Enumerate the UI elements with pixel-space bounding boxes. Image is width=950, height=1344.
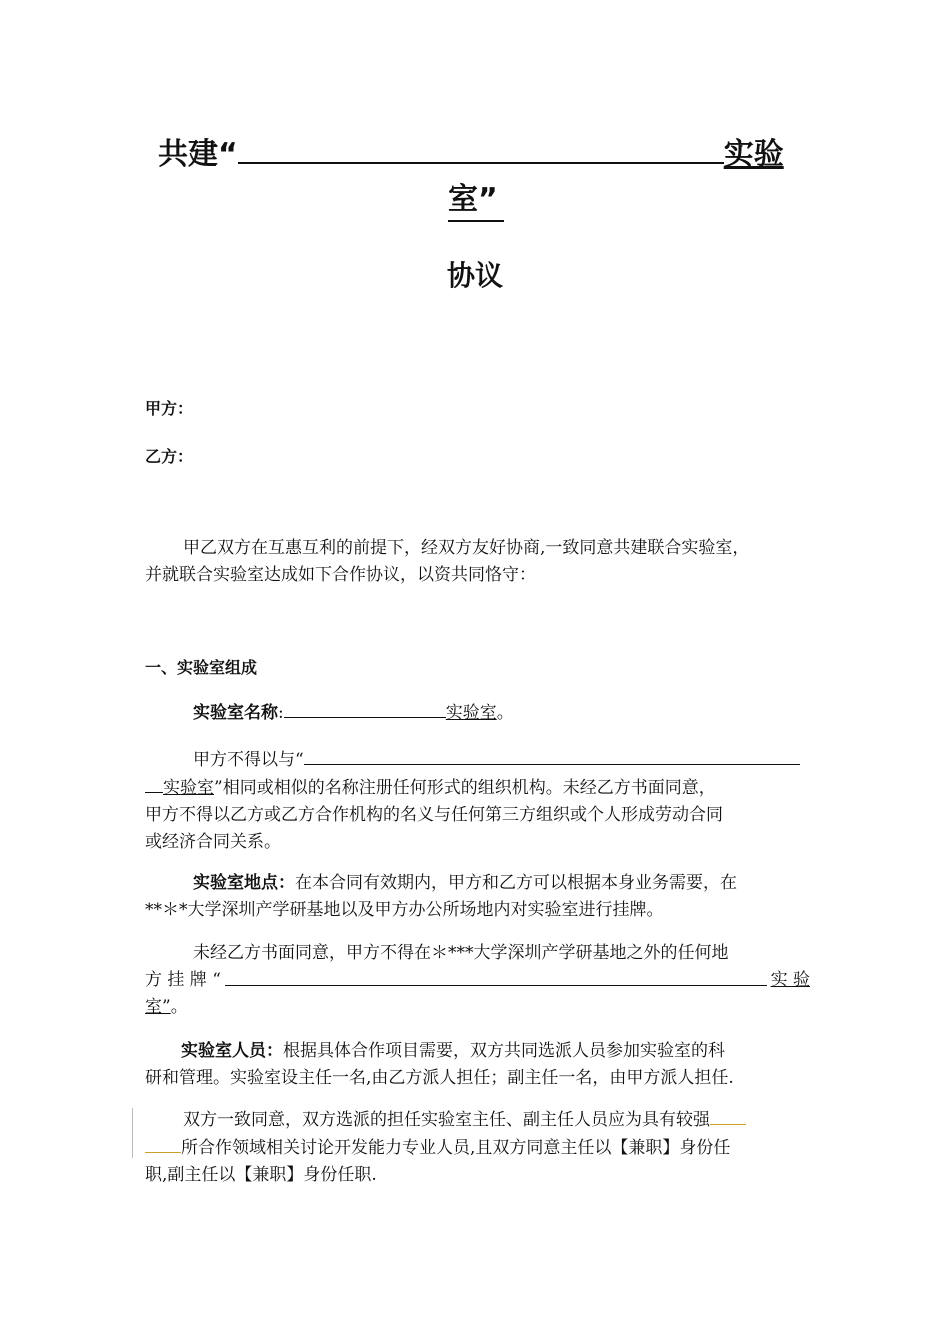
lab-name-text: 实验室 [445,703,497,723]
section-heading: 一、实验室组成 [145,658,258,677]
p4-blank [225,967,767,986]
lab-location-label: 实验室地点： [193,873,295,893]
title-agreement: 协议 [446,259,503,292]
loc-line2: **＊*大学深圳产学研基地以及甲方办公所场地内对实验室进行挂牌。 [145,900,664,920]
p2-line3: 甲方不得以乙方或乙方合作机构的名义与任何第三方组织或个人形成劳动合同 [145,805,723,825]
lab-name-paragraph [145,699,810,727]
intro-paragraph [145,535,810,589]
p4-line3: 室” [145,997,171,1017]
p6-line2: 所合作领域相关讨论开发能力专业人员,且双方同意主任以【兼职】身份任 [181,1138,731,1158]
p2-line2: ”相同或相似的名称注册任何形式的组织机构。未经乙方书面同意， [214,778,716,798]
title-line-2: 室” [448,180,504,222]
party-b-label: 乙方： [145,447,194,466]
staff-line1: 根据具体合作项目需要，双方共同选派人员参加实验室的科 [283,1041,725,1061]
p4-line1: 未经乙方书面同意，甲方不得在＊***大学深圳产学研基地之外的任何地 [193,943,729,963]
lab-name-blank [284,699,446,718]
loc-line1: 在本合同有效期内，甲方和乙方可以根据本身业务需要，在 [295,873,737,893]
p2-blank [304,746,800,765]
p6-blank-2 [145,1134,181,1153]
revision-marker [132,1108,133,1158]
title-blank [238,132,724,164]
p6-blank [710,1106,746,1125]
p2-line4: 或经济合同关系。 [145,832,281,852]
naming-restriction-paragraph [145,746,825,856]
party-a-label: 甲方： [145,399,194,418]
p6-line1: 双方一致同意，双方选派的担任实验室主任、副主任人员应为具有较强 [183,1110,710,1130]
lab-name-end: 。 [496,703,514,723]
lab-name-label: 实验室名称 [193,703,278,723]
signage-restriction-paragraph [145,940,810,1021]
staff-line2: 研和管理。实验室设主任一名,由乙方派人担任；副主任一名，由甲方派人担任. [145,1068,734,1088]
p6-line3: 职,副主任以【兼职】身份任职. [145,1165,377,1185]
lab-name-colon: : [278,703,284,723]
p4-prefix: 方 挂 牌 “ [145,970,221,990]
staff-qualification-paragraph [145,1106,810,1189]
title-prefix: 共建“ [158,137,238,172]
p4-suffix: 实 验 [770,970,810,990]
lab-staff-paragraph [145,1038,810,1092]
p2-line1: 甲方不得以与“ [193,750,304,770]
p2-lab: 实验室 [163,778,214,798]
lab-staff-label: 实验室人员： [181,1041,283,1061]
title-line-1 [158,132,784,175]
p4-end: 。 [170,997,188,1017]
intro-line-1: 甲乙双方在互惠互利的前提下，经双方友好协商,一致同意共建联合实验室， [183,538,750,558]
lab-location-paragraph [145,870,810,924]
intro-line-2: 并就联合实验室达成如下合作协议，以资共同恪守： [145,565,536,585]
p2-blank-2 [145,774,163,793]
title-suffix: 实验 [723,137,784,172]
